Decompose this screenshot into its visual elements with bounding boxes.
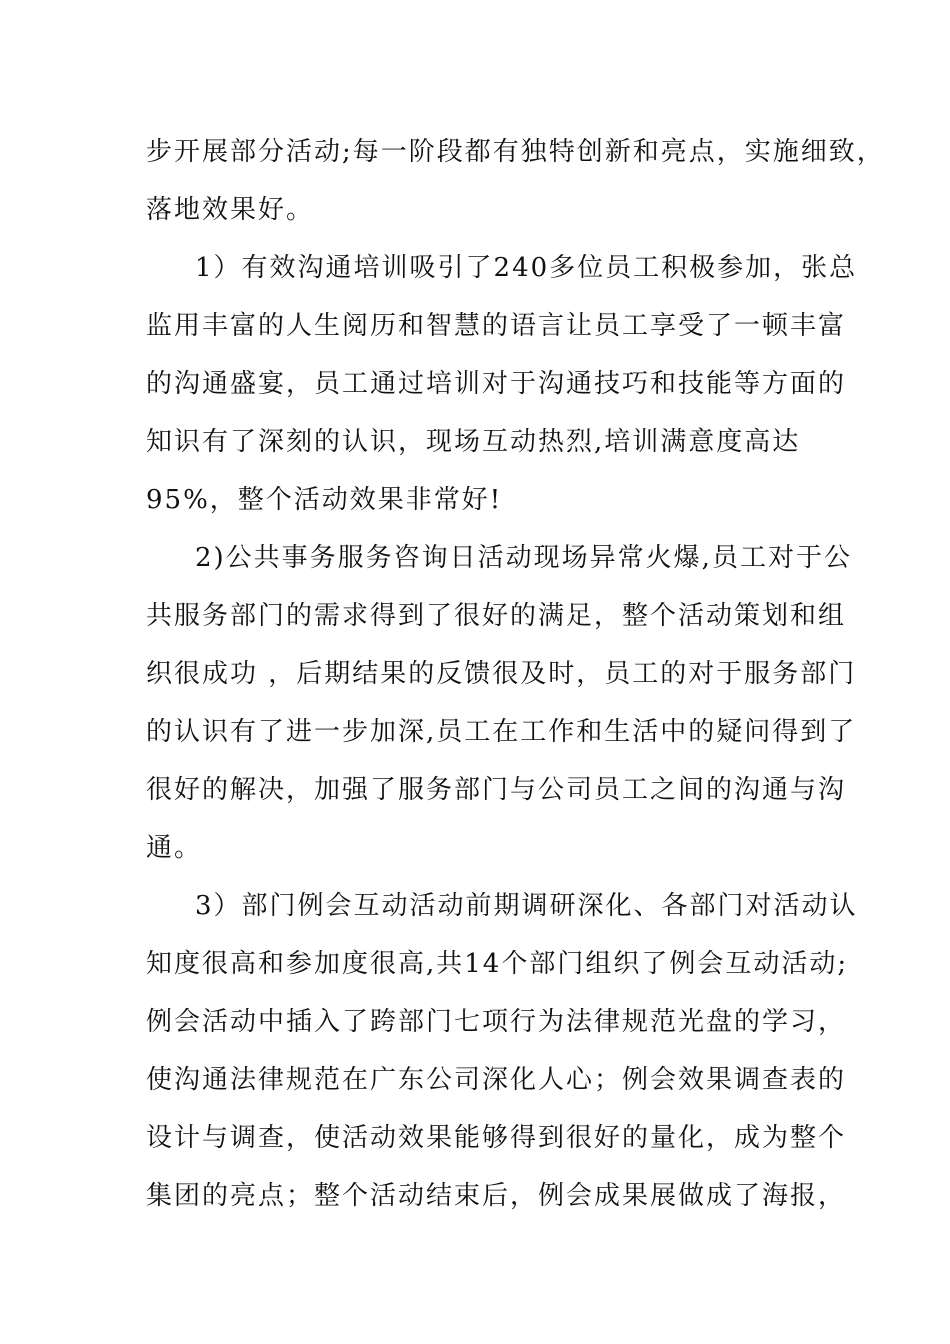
paragraph-2-start: 2)公共事务服务咨询日活动现场异常火爆,员工对于公	[195, 543, 852, 573]
text-line: 95%，整个活动效果非常好!	[146, 485, 503, 515]
text-line: 织很成功 ，后期结果的反馈很及时，员工的对于服务部门	[146, 659, 857, 689]
text-line: 知度很高和参加度很高,共14个部门组织了例会互动活动;	[146, 949, 849, 979]
text-line: 集团的亮点；整个活动结束后，例会成果展做成了海报，	[146, 1181, 847, 1211]
text-line: 例会活动中插入了跨部门七项行为法律规范光盘的学习，	[146, 1007, 847, 1037]
paragraph-1-start: 1）有效沟通培训吸引了240多位员工积极参加，张总	[195, 253, 858, 283]
text-line: 的认识有了进一步加深,员工在工作和生活中的疑问得到了	[146, 717, 857, 747]
text-line: 监用丰富的人生阅历和智慧的语言让员工享受了一顿丰富	[146, 311, 847, 341]
text-line: 的沟通盛宴，员工通过培训对于沟通技巧和技能等方面的	[146, 369, 847, 399]
text-line: 步开展部分活动;每一阶段都有独特创新和亮点，实施细致，	[146, 137, 885, 167]
text-line: 共服务部门的需求得到了很好的满足，整个活动策划和组	[146, 601, 847, 631]
text-line: 知识有了深刻的认识，现场互动热烈,培训满意度高达	[146, 427, 801, 457]
text-line: 使沟通法律规范在广东公司深化人心；例会效果调查表的	[146, 1065, 847, 1095]
text-line: 通。	[146, 833, 203, 863]
paragraph-3-start: 3）部门例会互动活动前期调研深化、各部门对活动认	[195, 891, 858, 921]
text-line: 设计与调查，使活动效果能够得到很好的量化，成为整个	[146, 1123, 847, 1153]
text-line: 很好的解决，加强了服务部门与公司员工之间的沟通与沟	[146, 775, 847, 805]
text-line: 落地效果好。	[146, 195, 315, 225]
